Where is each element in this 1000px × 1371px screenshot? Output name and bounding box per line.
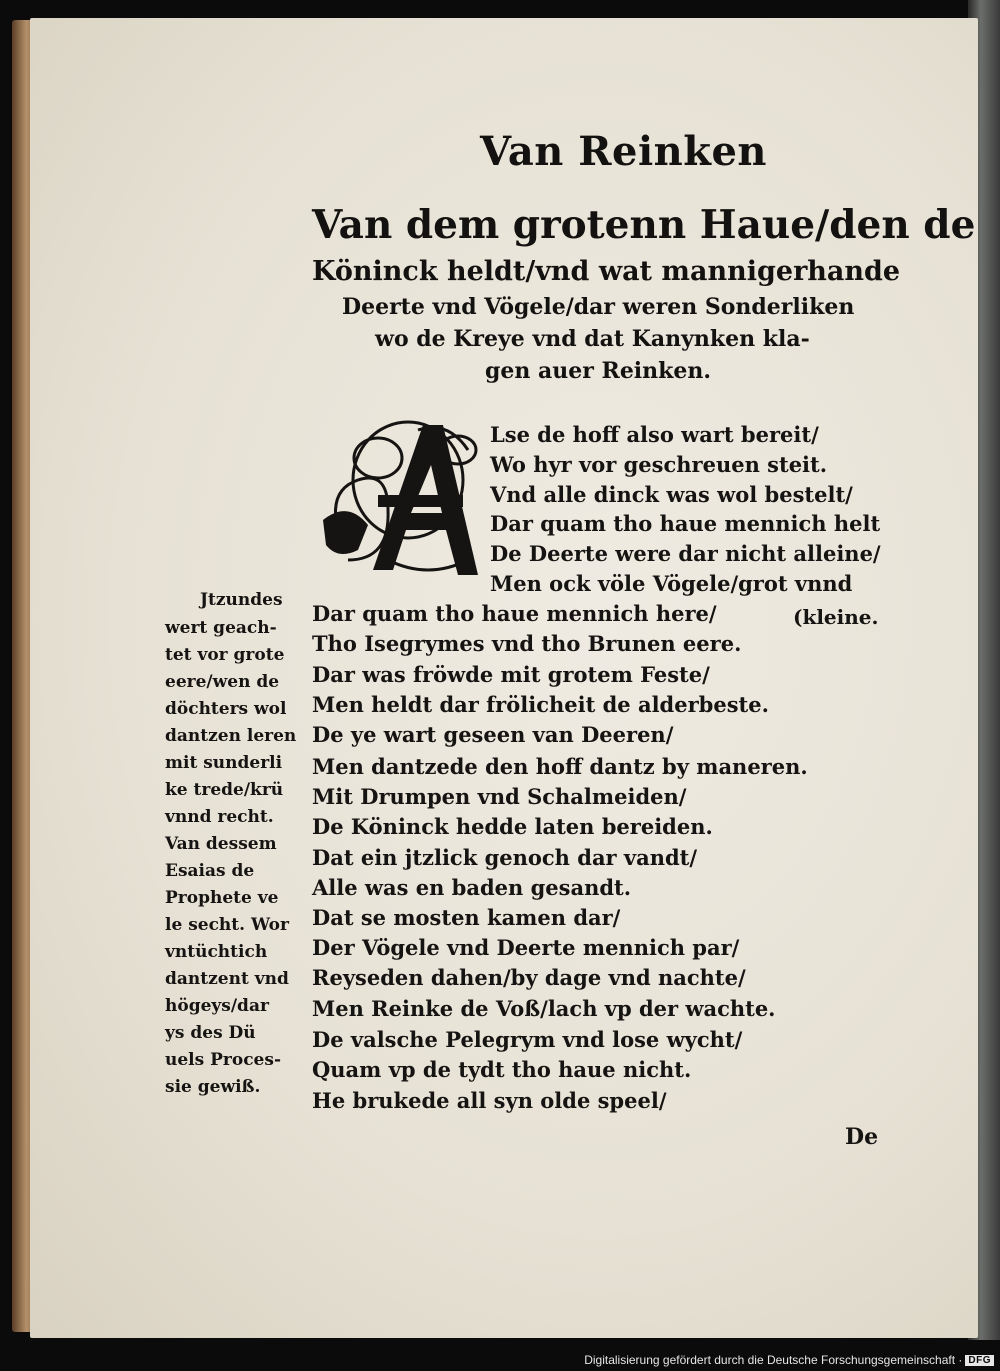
verse-line: Reyseden dahen/by dage vnd nachte/ xyxy=(312,965,746,990)
footer-credit xyxy=(584,1353,994,1367)
chapter-title-line-5: gen auer Reinken. xyxy=(485,358,712,384)
verse-line: Dar quam tho haue mennich here/ xyxy=(312,601,717,626)
verse-line: He brukede all syn olde speel/ xyxy=(312,1088,667,1113)
marginal-note-line: tet vor grote xyxy=(165,645,285,665)
verse-line: Wo hyr vor geschreuen steit. xyxy=(490,452,828,477)
verse-line: Men heldt dar frölicheit de alderbeste. xyxy=(312,692,769,717)
verse-line: De valsche Pelegrym vnd lose wycht/ xyxy=(312,1027,743,1052)
dfg-logo: DFG xyxy=(965,1355,994,1366)
verse-line: Dar quam tho haue mennich helt xyxy=(490,511,881,536)
marginal-note-line: Esaias de xyxy=(165,861,255,881)
marginal-note-line: ys des Dü xyxy=(165,1023,256,1043)
marginal-note-line: le secht. Wor xyxy=(165,915,289,935)
verse-line: Tho Isegrymes vnd tho Brunen eere. xyxy=(312,631,742,656)
decorated-initial-letter xyxy=(318,410,319,411)
chapter-title-line-4: wo de Kreye vnd dat Kanynken kla- xyxy=(375,326,810,352)
verse-line: De Köninck hedde laten bereiden. xyxy=(312,814,713,839)
marginal-note-line: uels Proces- xyxy=(165,1050,281,1070)
verse-line-turnover: (kleine. xyxy=(793,605,879,629)
verse-line: Men dantzede den hoff dantz by maneren. xyxy=(312,754,808,779)
chapter-title-line-1: Van dem grotenn Haue/den de xyxy=(312,202,976,248)
marginal-note-line: Van dessem xyxy=(165,834,277,854)
verse-line: Men Reinke de Voß/lach vp der wachte. xyxy=(312,996,776,1021)
verse-line: Dat se mosten kamen dar/ xyxy=(312,905,621,930)
footer-text: Digitalisierung gefördert durch die Deutsche Forschungsgemeinschaft · xyxy=(584,1353,963,1367)
marginal-note-line: vntüchtich xyxy=(165,942,268,962)
marginal-note-line: Jtzundes xyxy=(200,590,283,610)
running-head: Van Reinken xyxy=(480,128,768,175)
verse-line: Lse de hoff also wart bereit/ xyxy=(490,422,819,447)
verse-line: Alle was en baden gesandt. xyxy=(312,875,632,900)
marginal-note-line: dantzen leren xyxy=(165,726,297,746)
marginal-note-line: mit sunderli xyxy=(165,753,283,773)
chapter-title-line-2: Köninck heldt/vnd wat mannigerhande xyxy=(312,256,901,287)
chapter-title-line-3: Deerte vnd Vögele/dar weren Sonderliken xyxy=(342,294,855,320)
verse-line: De Deerte were dar nicht alleine/ xyxy=(490,541,881,566)
marginal-note-line: sie gewiß. xyxy=(165,1077,261,1097)
marginal-note-line: eere/wen de xyxy=(165,672,280,692)
marginal-note-line: ke trede/krü xyxy=(165,780,284,800)
verse-line: Mit Drumpen vnd Schalmeiden/ xyxy=(312,784,687,809)
marginal-note-line: wert geach- xyxy=(165,618,277,638)
decorated-initial xyxy=(318,410,488,590)
decorated-initial-art xyxy=(318,410,488,590)
verse-line: Dar was fröwde mit grotem Feste/ xyxy=(312,662,710,687)
marginal-note-line: döchters wol xyxy=(165,699,287,719)
marginal-note-line: högeys/dar xyxy=(165,996,269,1016)
marginal-note-line: Prophete ve xyxy=(165,888,279,908)
verse-line: Quam vp de tydt tho haue nicht. xyxy=(312,1057,692,1082)
marginal-note-line: vnnd recht. xyxy=(165,807,274,827)
verse-line: Der Vögele vnd Deerte mennich par/ xyxy=(312,935,740,960)
catchword: De xyxy=(845,1124,879,1150)
verse-line: De ye wart geseen van Deeren/ xyxy=(312,722,674,747)
verse-line: Vnd alle dinck was wol bestelt/ xyxy=(490,482,853,507)
marginal-note-line: dantzent vnd xyxy=(165,969,289,989)
verse-line: Men ock völe Vögele/grot vnnd xyxy=(490,571,853,596)
verse-line: Dat ein jtzlick genoch dar vandt/ xyxy=(312,845,698,870)
